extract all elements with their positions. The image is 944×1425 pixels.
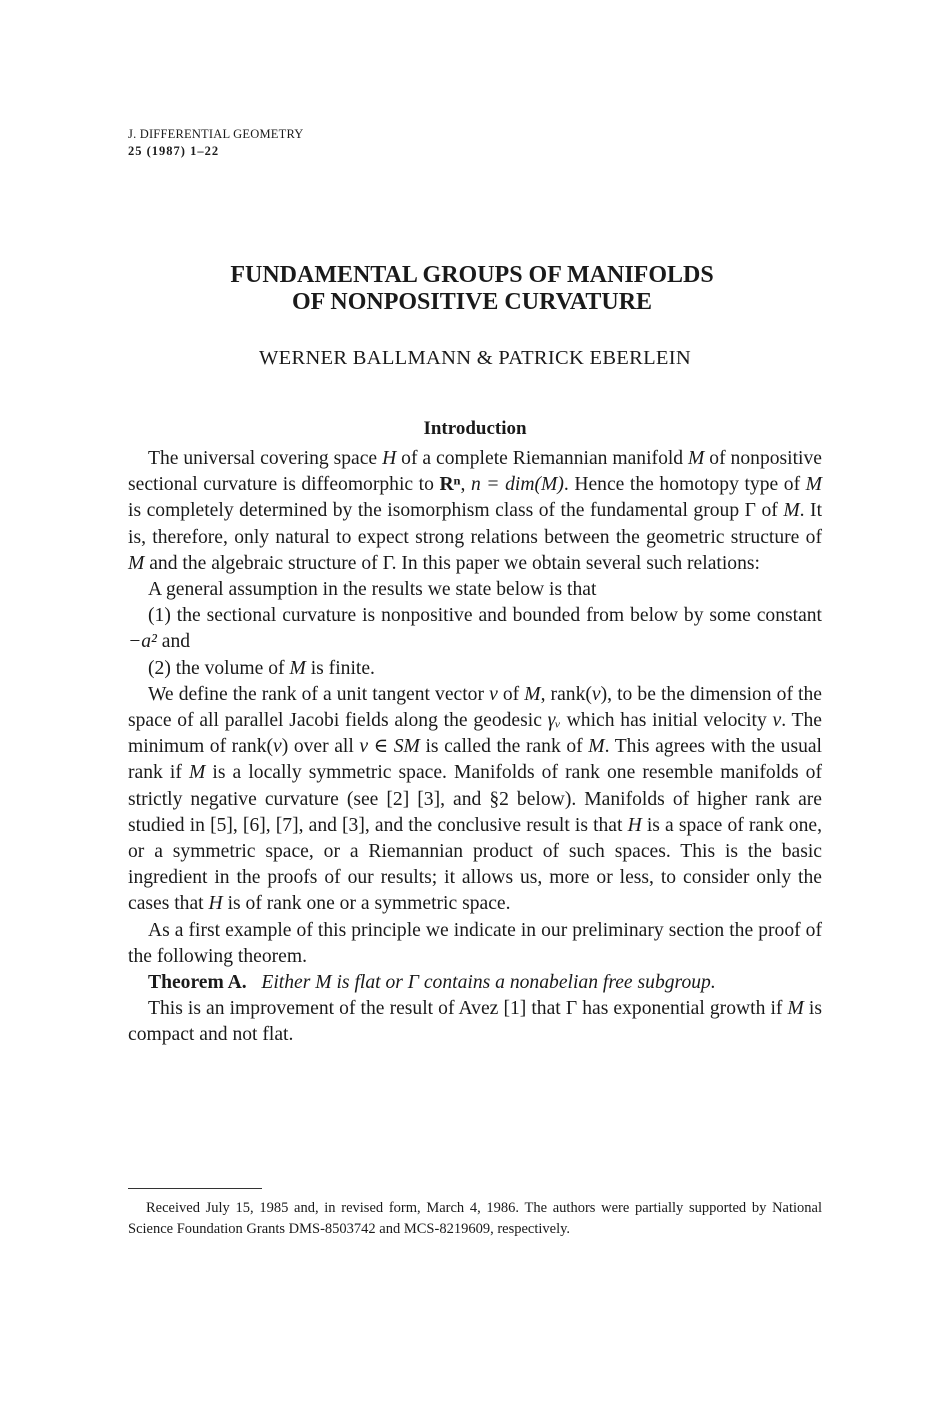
section-heading: Introduction	[423, 418, 527, 439]
journal-name: J. DIFFERENTIAL GEOMETRY	[128, 127, 304, 141]
paragraph-5: We define the rank of a unit tangent vector v of M, rank(v), to be the dimension of the space of all parallel Jacobi fields along the geodesic γᵥ which has initial velocity v. The minimum of rank(v) over all v ∈ SM is called the rank of M. This agrees with the usual rank if M is a locally symmetric space. Manifolds of rank one resemble manifolds of strictly negative curvature (see [2] [3], and §2 below). Manifolds of higher rank are studied in [5], [6], [7], and [3], and the conclusive result is that H is a space of rank one, or a symmetric space, or a Riemannian product of such spaces. This is the basic ingredient in the proofs of our results; it allows us, more or less, to consider only the cases that H is of rank one or a symmetric space.	[128, 683, 823, 915]
body-text	[128, 446, 822, 1049]
theorem-a	[128, 970, 822, 996]
paper-title-line-1: FUNDAMENTAL GROUPS OF MANIFOLDS	[230, 262, 714, 288]
paper-title-line-2: OF NONPOSITIVE CURVATURE	[291, 289, 653, 315]
footnote: Received July 15, 1985 and, in revised form, March 4, 1986. The authors were partially supported by National Science Foundation Grants DMS-8503742 and MCS-8219609, respectively.	[128, 1200, 822, 1237]
paragraph-2: A general assumption in the results we state below is that	[148, 579, 597, 601]
paragraph-4: (2) the volume of M is finite.	[148, 657, 375, 679]
paragraph-1: The universal covering space H of a complete Riemannian manifold M of nonpositive sectional curvature is diffeomorphic to Rⁿ, n = dim(M). Hence the homotopy type of M is completely determined by the isomorphism class of the fundamental group Γ of M. It is, therefore, only natural to expect strong relations between the geometric structure of M and the algebraic structure of Γ. In this paper we obtain several such relations:	[128, 448, 823, 574]
theorem-statement: Either M is flat or Γ contains a nonabelian free subgroup.	[261, 972, 716, 994]
paragraph-3: (1) the sectional curvature is nonpositive and bounded from below by some constant −a² and	[128, 605, 822, 653]
journal-header	[128, 126, 304, 160]
authors: WERNER BALLMANN & PATRICK EBERLEIN	[259, 347, 691, 369]
paragraph-6: As a first example of this principle we indicate in our preliminary section the proof of the following theorem.	[128, 919, 822, 967]
paragraph-8: This is an improvement of the result of Avez [1] that Γ has exponential growth if M is compact and not flat.	[128, 998, 822, 1046]
theorem-label: Theorem A.	[148, 972, 247, 994]
footnote-rule	[128, 1188, 262, 1189]
journal-volume: 25 (1987) 1–22	[128, 144, 220, 158]
